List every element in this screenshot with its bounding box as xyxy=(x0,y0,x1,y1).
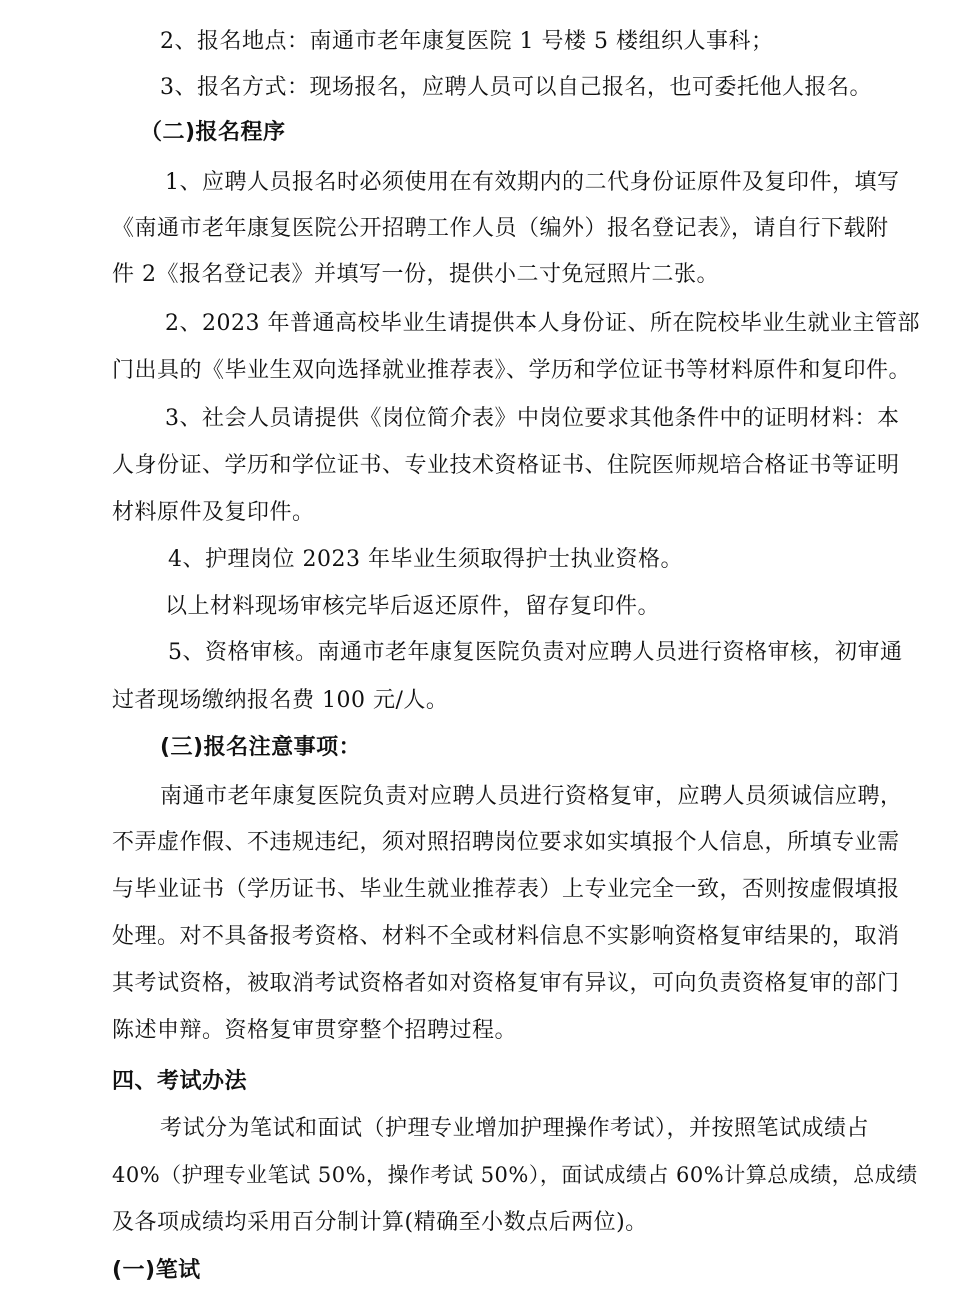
text-line: 件 2《报名登记表》并填写一份，提供小二寸免冠照片二张。 xyxy=(112,262,719,287)
text-line: 与毕业证书（学历证书、毕业生就业推荐表）上专业完全一致，否则按虚假填报 xyxy=(112,877,900,902)
text-line: 门出具的《毕业生双向选择就业推荐表》、学历和学位证书等材料原件和复印件。 xyxy=(112,358,912,383)
section-heading: 四、考试办法 xyxy=(112,1069,248,1094)
text-line: 5、资格审核。南通市老年康复医院负责对应聘人员进行资格审核，初审通 xyxy=(168,640,903,665)
text-line: 3、报名方式：现场报名，应聘人员可以自己报名，也可委托他人报名。 xyxy=(160,75,872,100)
section-heading: (三)报名注意事项： xyxy=(160,735,362,760)
text-line: 南通市老年康复医院负责对应聘人员进行资格复审，应聘人员须诚信应聘， xyxy=(160,784,903,809)
text-line: 陈述申辩。资格复审贯穿整个招聘过程。 xyxy=(112,1018,518,1043)
section-heading: (一)笔试 xyxy=(112,1258,201,1283)
text-line: 40%（护理专业笔试 50%，操作考试 50%），面试成绩占 60%计算总成绩，总成绩 xyxy=(112,1163,918,1187)
text-line: 2、2023 年普通高校毕业生请提供本人身份证、所在院校毕业生就业主管部 xyxy=(165,311,920,336)
text-line: 过者现场缴纳报名费 100 元/人。 xyxy=(112,688,449,713)
text-line: 4、护理岗位 2023 年毕业生须取得护士执业资格。 xyxy=(168,547,683,572)
text-line: 其考试资格，被取消考试资格者如对资格复审有异议，可向负责资格复审的部门 xyxy=(112,971,900,996)
text-line: 材料原件及复印件。 xyxy=(112,500,315,525)
text-line: 《南通市老年康复医院公开招聘工作人员（编外）报名登记表》，请自行下载附 xyxy=(112,216,889,241)
section-heading: （二)报名程序 xyxy=(140,120,286,145)
text-line: 3、社会人员请提供《岗位简介表》中岗位要求其他条件中的证明材料：本 xyxy=(165,406,900,431)
text-line: 2、报名地点：南通市老年康复医院 1 号楼 5 楼组织人事科； xyxy=(160,29,774,54)
text-line: 考试分为笔试和面试（护理专业增加护理操作考试），并按照笔试成绩占 xyxy=(160,1116,870,1141)
text-line: 处理。对不具备报考资格、材料不全或材料信息不实影响资格复审结果的，取消 xyxy=(112,924,900,949)
text-line: 1、应聘人员报名时必须使用在有效期内的二代身份证原件及复印件，填写 xyxy=(165,170,900,195)
text-line: 人身份证、学历和学位证书、专业技术资格证书、住院医师规培合格证书等证明 xyxy=(112,453,900,478)
text-line: 及各项成绩均采用百分制计算(精确至小数点后两位)。 xyxy=(112,1210,648,1235)
text-line: 不弄虚作假、不违规违纪，须对照招聘岗位要求如实填报个人信息，所填专业需 xyxy=(112,830,900,855)
text-line: 以上材料现场审核完毕后返还原件，留存复印件。 xyxy=(165,594,661,619)
